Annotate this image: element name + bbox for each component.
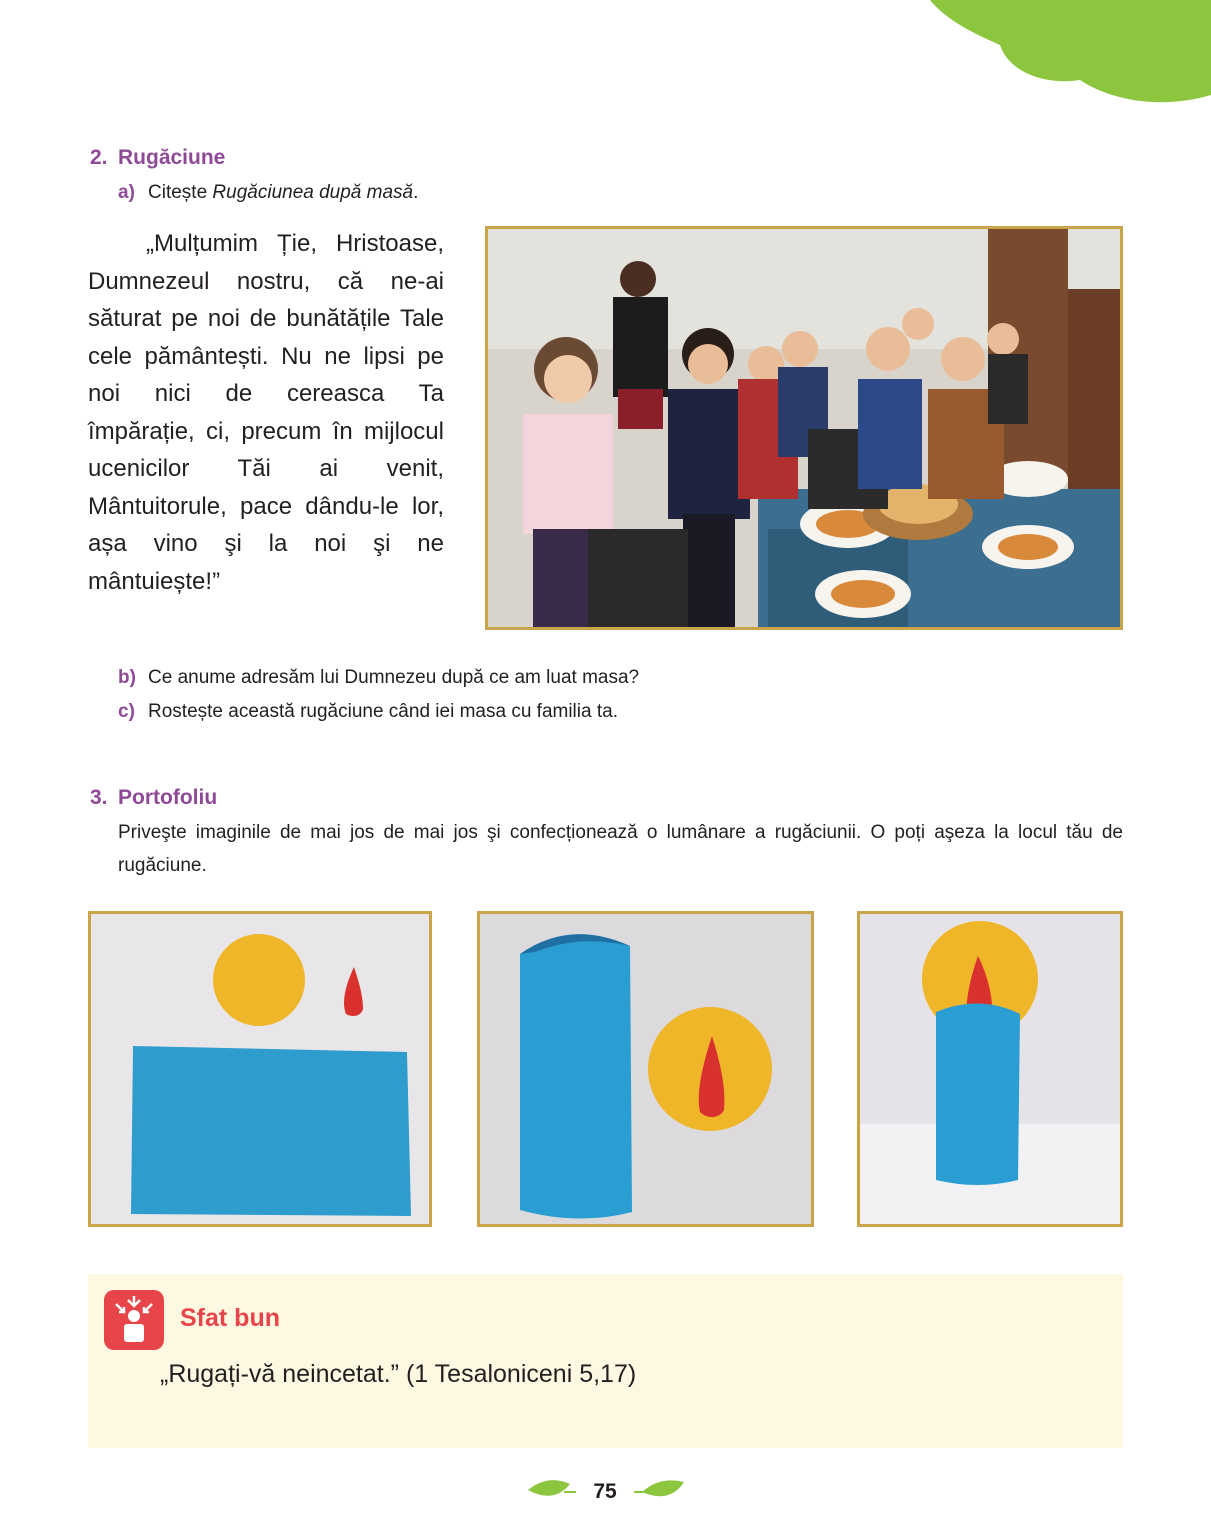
advice-box [88,1274,1123,1448]
candle-step-2-illustration [480,914,811,1224]
portfolio-instructions: Priveşte imaginile de mai jos de mai jos şi confecționează o lumânare a rugăciunii. O poți aşeza la locul tău de rugăciune. [118,822,1123,876]
praying-person-icon [104,1290,164,1350]
children-praying-photo [485,226,1123,630]
section-3-title: Portofoliu [118,786,218,809]
section-2-heading: 2. Rugăciune [90,146,226,169]
candle-step-3-photo [857,911,1123,1227]
candle-step-1-illustration [91,914,429,1224]
item-a: a) Citește Rugăciunea după masă. [118,182,419,203]
item-c: c) Rostește această rugăciune când iei masa cu familia ta. [118,701,618,722]
decorative-cloud [0,0,1211,120]
advice-title: Sfat bun [180,1304,280,1332]
children-praying-illustration [488,229,1120,627]
candle-step-3-illustration [860,914,1120,1224]
candle-step-1-photo [88,911,432,1227]
prayer-text: „Mulțumim Ție, Hristoase, Dumnezeul nostru, că ne-ai săturat pe noi de bunătățile Tale cele pământești. Nu ne lipsi pe noi nici de cereasca Ta împărație, ci, precum în mijlocul ucenicilor Tăi ai venit, Mântuitorule, pace dându-le lor, așa vino şi la noi şi ne mântuiește!” [88,230,444,595]
candle-step-2-photo [477,911,814,1227]
item-b: b) Ce anume adresăm lui Dumnezeu după ce am luat masa? [118,667,640,688]
page-footer [520,1470,690,1510]
page-number: 75 [593,1480,617,1503]
section-3-heading: 3. Portofoliu [90,786,218,809]
advice-quote: „Rugați-vă neincetat.” (1 Tesaloniceni 5,17) [160,1360,637,1388]
section-2-title: Rugăciune [118,146,226,169]
